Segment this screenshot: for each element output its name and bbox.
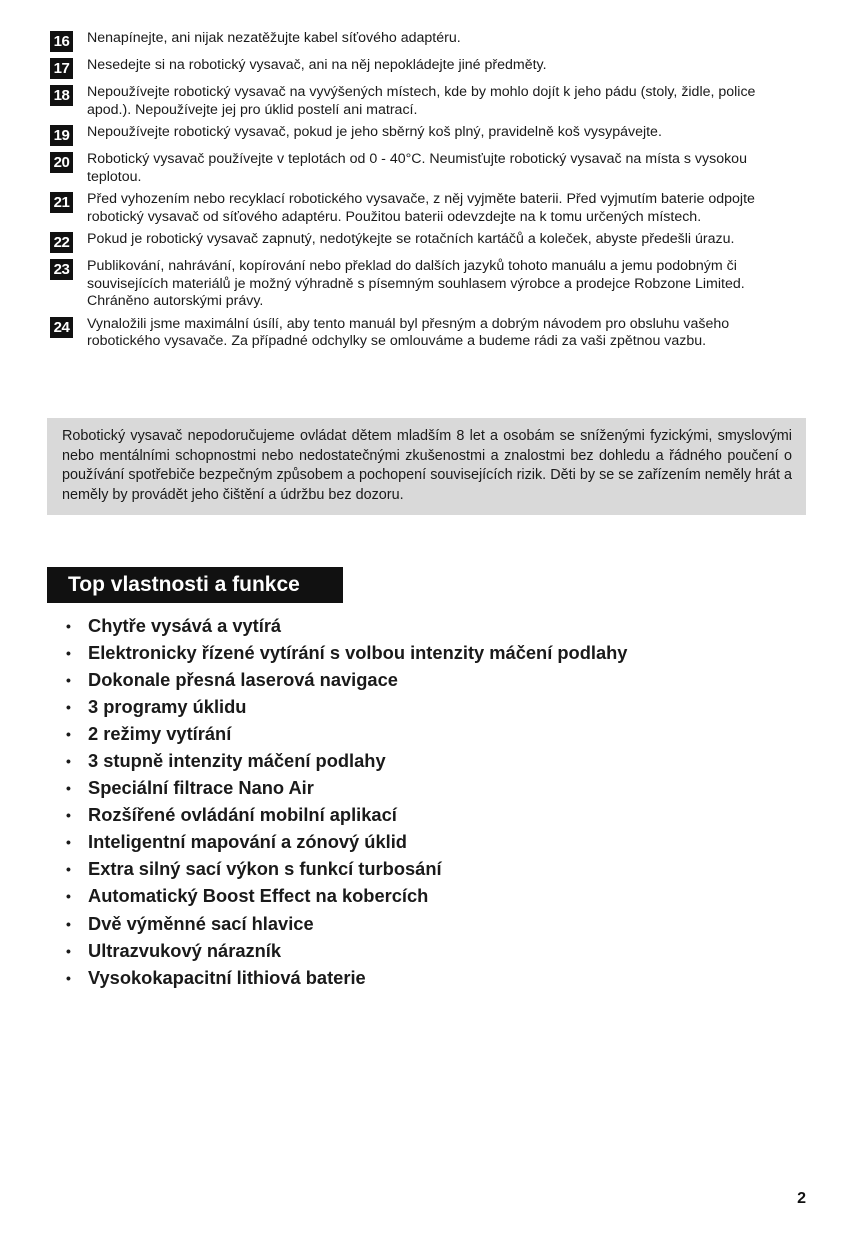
- item-number-badge: 18: [50, 85, 73, 106]
- notice-text: Robotický vysavač nepodoručujeme ovládat dětem mladším 8 let a osobám se sníženými fyzickými, smyslovými nebo mentálními schopnostmi nebo nedostatečnými zkušenostmi a znalostmi bez dohledu a řádného poučení o používání spotřebiče bezpečným způsobem a pochopení souvisejících rizik. Děti by se se zařízením neměly hrát a neměly by provádět jeho čištění a údržbu bez dozoru.: [62, 428, 792, 503]
- safety-item: [50, 30, 790, 52]
- bullet-icon: •: [66, 915, 71, 932]
- safety-item-text: Nepoužívejte robotický vysavač, pokud je jeho sběrný koš plný, pravidelně koš vysypávejte.: [87, 124, 662, 140]
- feature-text: 3 stupně intenzity máčení podlahy: [88, 750, 386, 772]
- safety-instructions-list: [50, 30, 790, 356]
- feature-text: Automatický Boost Effect na kobercích: [88, 885, 429, 907]
- bullet-icon: •: [66, 861, 71, 878]
- safety-item-text: Robotický vysavač používejte v teplotách od 0 - 40°C. Neumisťujte robotický vysavač na místa s vysokou teplotou.: [87, 151, 747, 185]
- feature-text: Elektronicky řízené vytírání s volbou intenzity máčení podlahy: [88, 641, 628, 663]
- feature-text: Ultrazvukový nárazník: [88, 939, 282, 961]
- feature-text: 2 režimy vytírání: [88, 722, 232, 744]
- feature-item: [66, 937, 806, 964]
- item-number-badge: 21: [50, 192, 73, 213]
- item-number-badge: 24: [50, 317, 73, 338]
- safety-item-text: Před vyhozením nebo recyklací robotického vysavače, z něj vyjměte baterii. Před vyjmutím baterie odpojte robotický vysavač od síťového adaptéru. Použitou baterii odevzdejte na k tomu určených místech.: [87, 191, 755, 225]
- feature-item: [66, 802, 806, 829]
- bullet-icon: •: [66, 753, 71, 770]
- feature-text: Speciální filtrace Nano Air: [88, 777, 314, 799]
- feature-item: [66, 775, 806, 802]
- feature-item: [66, 964, 806, 991]
- safety-item: [50, 84, 790, 119]
- feature-item: [66, 720, 806, 747]
- feature-text: Vysokokapacitní lithiová baterie: [88, 966, 366, 988]
- child-safety-notice: [47, 418, 806, 515]
- bullet-icon: •: [66, 725, 71, 742]
- bullet-icon: •: [66, 888, 71, 905]
- feature-item: [66, 910, 806, 937]
- feature-text: 3 programy úklidu: [88, 695, 247, 717]
- feature-item: [66, 666, 806, 693]
- bullet-icon: •: [66, 617, 71, 634]
- safety-item-text: Pokud je robotický vysavač zapnutý, nedotýkejte se rotačních kartáčů a koleček, abyste předešli úrazu.: [87, 231, 735, 247]
- item-number-badge: 17: [50, 58, 73, 79]
- feature-text: Chytře vysává a vytírá: [88, 614, 282, 636]
- feature-text: Rozšířené ovládání mobilní aplikací: [88, 804, 397, 826]
- safety-item: [50, 316, 790, 351]
- feature-item: [66, 883, 806, 910]
- safety-item: [50, 258, 790, 311]
- safety-item: [50, 151, 790, 186]
- bullet-icon: •: [66, 698, 71, 715]
- feature-text: Inteligentní mapování a zónový úklid: [88, 831, 407, 853]
- item-number-badge: 20: [50, 152, 73, 173]
- feature-item: [66, 747, 806, 774]
- feature-item: [66, 693, 806, 720]
- safety-item: [50, 57, 790, 79]
- bullet-icon: •: [66, 807, 71, 824]
- safety-item: [50, 231, 790, 253]
- bullet-icon: •: [66, 942, 71, 959]
- bullet-icon: •: [66, 644, 71, 661]
- features-heading: Top vlastnosti a funkce: [47, 567, 343, 603]
- item-number-badge: 23: [50, 259, 73, 280]
- item-number-badge: 16: [50, 31, 73, 52]
- safety-item-text: Nepoužívejte robotický vysavač na vyvýšených místech, kde by mohlo dojít k jeho pádu (stoly, židle, police apod.). Nepoužívejte jej pro úklid postelí ani matrací.: [87, 84, 756, 118]
- safety-item-text: Nenapínejte, ani nijak nezatěžujte kabel síťového adaptéru.: [87, 30, 461, 46]
- safety-item-text: Publikování, nahrávání, kopírování nebo překlad do dalších jazyků tohoto manuálu a jemu podobným či souvisejících materiálů je možný výhradně s písemným souhlasem výrobce a prodejce Robzone Limited. Chráněno autorskými právy.: [87, 258, 745, 309]
- feature-item: [66, 639, 806, 666]
- feature-text: Extra silný sací výkon s funkcí turbosání: [88, 858, 442, 880]
- safety-item-text: Vynaložili jsme maximální úsílí, aby tento manuál byl přesným a dobrým návodem pro obsluhu vašeho robotického vysavače. Za případné odchylky se omlouváme a budeme rádi za vaši zpětnou vazbu.: [87, 315, 730, 349]
- feature-item: [66, 856, 806, 883]
- feature-text: Dokonale přesná laserová navigace: [88, 668, 398, 690]
- item-number-badge: 19: [50, 125, 73, 146]
- safety-item-text: Nesedejte si na robotický vysavač, ani na něj nepokládejte jiné předměty.: [87, 57, 547, 73]
- item-number-badge: 22: [50, 232, 73, 253]
- safety-item: [50, 191, 790, 226]
- bullet-icon: •: [66, 671, 71, 688]
- safety-item: [50, 124, 790, 146]
- feature-item: [66, 612, 806, 639]
- feature-text: Dvě výměnné sací hlavice: [88, 912, 314, 934]
- bullet-icon: •: [66, 834, 71, 851]
- bullet-icon: •: [66, 969, 71, 986]
- feature-item: [66, 829, 806, 856]
- features-list: [66, 612, 806, 991]
- page-number: 2: [797, 1190, 806, 1207]
- bullet-icon: •: [66, 780, 71, 797]
